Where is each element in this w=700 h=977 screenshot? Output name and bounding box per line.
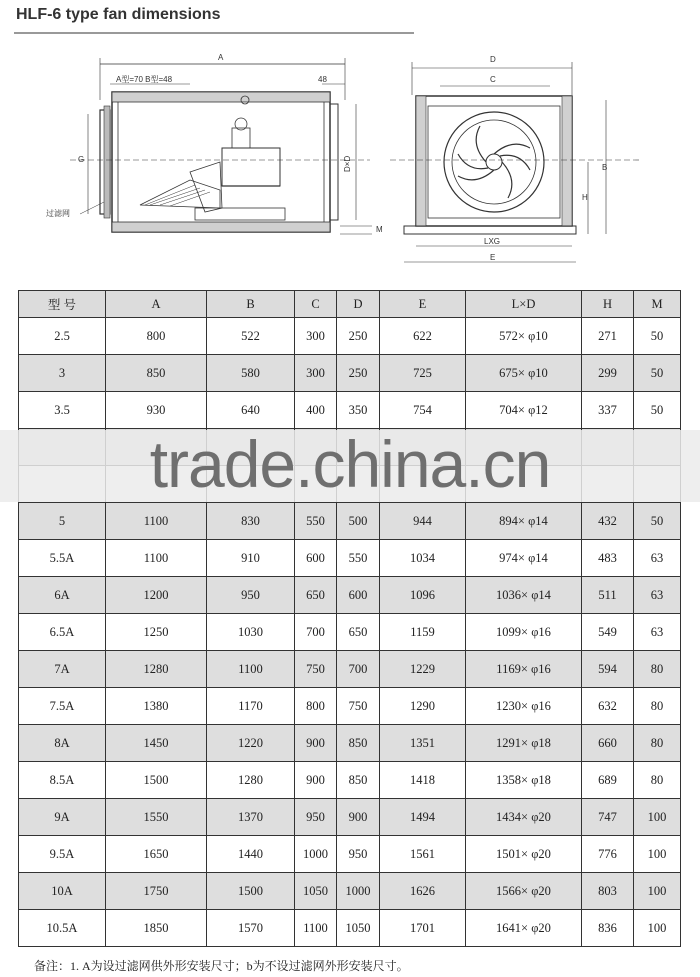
table-cell: 50	[634, 318, 681, 355]
table-cell: 5	[19, 503, 106, 540]
table-cell: 511	[582, 577, 634, 614]
table-cell: 1290	[380, 688, 466, 725]
table-cell: 1440	[207, 836, 295, 873]
table-cell: 750	[337, 688, 380, 725]
table-cell: 80	[634, 651, 681, 688]
table-cell: 432	[582, 503, 634, 540]
table-cell: 80	[634, 762, 681, 799]
table-row	[19, 577, 681, 614]
table-cell: 910	[207, 540, 295, 577]
table-cell: 1641× φ20	[466, 910, 582, 947]
table-cell: 1434× φ20	[466, 799, 582, 836]
label-a: A	[218, 53, 224, 62]
table-cell: 549	[582, 614, 634, 651]
watermark: trade.china.cn	[149, 427, 551, 501]
table-cell: 600	[337, 577, 380, 614]
table-cell: 483	[582, 540, 634, 577]
table-cell: 1099× φ16	[466, 614, 582, 651]
table-cell: 1291× φ18	[466, 725, 582, 762]
table-row	[19, 355, 681, 392]
table-cell: 900	[295, 725, 337, 762]
table-cell: 830	[207, 503, 295, 540]
table-cell: 250	[337, 318, 380, 355]
table-cell: 50	[634, 392, 681, 429]
table-cell: 80	[634, 725, 681, 762]
table-cell: 930	[106, 392, 207, 429]
table-cell: 63	[634, 540, 681, 577]
table-cell: 337	[582, 392, 634, 429]
label-h: H	[582, 193, 588, 202]
table-cell: 1034	[380, 540, 466, 577]
table-cell: 500	[337, 503, 380, 540]
table-row	[19, 762, 681, 799]
table-cell: 1170	[207, 688, 295, 725]
table-cell: 1701	[380, 910, 466, 947]
table-cell: 725	[380, 355, 466, 392]
table-cell: 299	[582, 355, 634, 392]
label-type-a-b: A型=70 B型=48	[116, 75, 173, 84]
table-cell: 1096	[380, 577, 466, 614]
table-cell: 950	[207, 577, 295, 614]
table-cell: 704× φ12	[466, 392, 582, 429]
table-cell: 7A	[19, 651, 106, 688]
table-cell: 522	[207, 318, 295, 355]
table-cell: 950	[295, 799, 337, 836]
fan-dimension-drawing	[0, 40, 700, 280]
label-e: E	[490, 253, 496, 262]
table-cell: 1030	[207, 614, 295, 651]
table-cell: 100	[634, 873, 681, 910]
label-filter: 过滤网	[46, 209, 70, 218]
table-cell: 350	[337, 392, 380, 429]
title-divider	[14, 32, 414, 34]
table-row	[19, 540, 681, 577]
table-cell: 1650	[106, 836, 207, 873]
header-e: E	[380, 291, 466, 318]
label-m: M	[376, 225, 383, 234]
table-cell: 660	[582, 725, 634, 762]
label-c: C	[490, 75, 496, 84]
header-h: H	[582, 291, 634, 318]
table-cell: 3	[19, 355, 106, 392]
table-cell: 1358× φ18	[466, 762, 582, 799]
table-cell: 50	[634, 355, 681, 392]
table-cell: 1000	[295, 836, 337, 873]
table-cell: 1169× φ16	[466, 651, 582, 688]
table-row	[19, 910, 681, 947]
table-cell: 900	[337, 799, 380, 836]
table-cell: 850	[337, 725, 380, 762]
header-m: M	[634, 291, 681, 318]
table-row	[19, 873, 681, 910]
table-cell: 1100	[207, 651, 295, 688]
table-cell: 580	[207, 355, 295, 392]
header-a: A	[106, 291, 207, 318]
table-cell: 572× φ10	[466, 318, 582, 355]
table-cell: 10A	[19, 873, 106, 910]
table-cell: 1100	[295, 910, 337, 947]
table-cell: 8A	[19, 725, 106, 762]
table-cell: 1501× φ20	[466, 836, 582, 873]
table-cell: 1500	[207, 873, 295, 910]
table-cell: 594	[582, 651, 634, 688]
table-cell: 1450	[106, 725, 207, 762]
table-row	[19, 651, 681, 688]
table-row	[19, 614, 681, 651]
table-cell: 1100	[106, 540, 207, 577]
label-dxd: D×D	[343, 155, 352, 172]
table-cell: 650	[337, 614, 380, 651]
table-cell: 300	[295, 318, 337, 355]
table-cell: 1200	[106, 577, 207, 614]
table-cell: 400	[295, 392, 337, 429]
table-cell: 640	[207, 392, 295, 429]
table-cell: 675× φ10	[466, 355, 582, 392]
table-cell: 950	[337, 836, 380, 873]
table-cell: 5.5A	[19, 540, 106, 577]
table-cell: 944	[380, 503, 466, 540]
table-cell: 850	[337, 762, 380, 799]
table-cell: 6A	[19, 577, 106, 614]
table-cell: 836	[582, 910, 634, 947]
header-b: B	[207, 291, 295, 318]
table-cell: 1750	[106, 873, 207, 910]
table-cell: 776	[582, 836, 634, 873]
table-cell: 3.5	[19, 392, 106, 429]
table-body	[19, 318, 681, 947]
header-lxd: L×D	[466, 291, 582, 318]
table-cell: 1370	[207, 799, 295, 836]
table-row	[19, 503, 681, 540]
table-cell: 50	[634, 503, 681, 540]
footnote: 备注：1. A为设过滤网供外形安装尺寸；b为不设过滤网外形安装尺寸。	[34, 959, 409, 973]
table-cell: 2.5	[19, 318, 106, 355]
table-cell: 1570	[207, 910, 295, 947]
table-cell: 800	[106, 318, 207, 355]
table-cell: 6.5A	[19, 614, 106, 651]
table-cell: 754	[380, 392, 466, 429]
table-cell: 1159	[380, 614, 466, 651]
table-cell: 894× φ14	[466, 503, 582, 540]
table-cell: 1050	[295, 873, 337, 910]
table-cell: 1280	[207, 762, 295, 799]
table-cell: 747	[582, 799, 634, 836]
table-cell: 550	[295, 503, 337, 540]
table-cell: 100	[634, 910, 681, 947]
table-cell: 1494	[380, 799, 466, 836]
table-cell: 700	[295, 614, 337, 651]
table-row	[19, 392, 681, 429]
table-cell: 250	[337, 355, 380, 392]
table-row	[19, 318, 681, 355]
table-cell: 9A	[19, 799, 106, 836]
front-view	[390, 55, 640, 262]
label-lxg: LXG	[484, 237, 501, 246]
table-cell: 1229	[380, 651, 466, 688]
table-cell: 100	[634, 799, 681, 836]
page-title: HLF-6 type fan dimensions	[16, 6, 221, 23]
header-d: D	[337, 291, 380, 318]
table-cell: 622	[380, 318, 466, 355]
table-cell: 1220	[207, 725, 295, 762]
table-cell: 8.5A	[19, 762, 106, 799]
table-cell: 1626	[380, 873, 466, 910]
table-cell: 300	[295, 355, 337, 392]
table-cell: 1566× φ20	[466, 873, 582, 910]
table-cell: 1561	[380, 836, 466, 873]
table-cell: 700	[337, 651, 380, 688]
table-cell: 1351	[380, 725, 466, 762]
label-b-front: B	[602, 163, 608, 172]
label-d: D	[490, 55, 496, 64]
table-cell: 9.5A	[19, 836, 106, 873]
table-cell: 689	[582, 762, 634, 799]
table-cell: 80	[634, 688, 681, 725]
side-view	[46, 53, 383, 234]
table-cell: 1550	[106, 799, 207, 836]
dimension-table	[18, 290, 681, 947]
table-cell: 63	[634, 614, 681, 651]
header-model: 型 号	[19, 291, 106, 318]
table-cell: 632	[582, 688, 634, 725]
table-cell: 750	[295, 651, 337, 688]
label-g: G	[78, 155, 85, 164]
table-cell: 63	[634, 577, 681, 614]
table-row	[19, 799, 681, 836]
label-48: 48	[318, 75, 327, 84]
table-cell: 1850	[106, 910, 207, 947]
table-cell: 1500	[106, 762, 207, 799]
table-cell: 1100	[106, 503, 207, 540]
table-cell: 10.5A	[19, 910, 106, 947]
table-cell: 100	[634, 836, 681, 873]
table-header-row	[19, 291, 681, 318]
table-cell: 271	[582, 318, 634, 355]
table-cell: 850	[106, 355, 207, 392]
table-cell: 900	[295, 762, 337, 799]
table-cell: 1036× φ14	[466, 577, 582, 614]
table-cell: 550	[337, 540, 380, 577]
table-row	[19, 836, 681, 873]
table-cell: 600	[295, 540, 337, 577]
table-cell: 974× φ14	[466, 540, 582, 577]
table-cell: 1280	[106, 651, 207, 688]
table-row	[19, 725, 681, 762]
table-cell: 800	[295, 688, 337, 725]
table-cell: 650	[295, 577, 337, 614]
table-cell: 1000	[337, 873, 380, 910]
table-row	[19, 688, 681, 725]
table-cell: 7.5A	[19, 688, 106, 725]
header-c: C	[295, 291, 337, 318]
table-cell: 1250	[106, 614, 207, 651]
table-cell: 1050	[337, 910, 380, 947]
table-cell: 803	[582, 873, 634, 910]
table-cell: 1230× φ16	[466, 688, 582, 725]
table-cell: 1380	[106, 688, 207, 725]
table-cell: 1418	[380, 762, 466, 799]
